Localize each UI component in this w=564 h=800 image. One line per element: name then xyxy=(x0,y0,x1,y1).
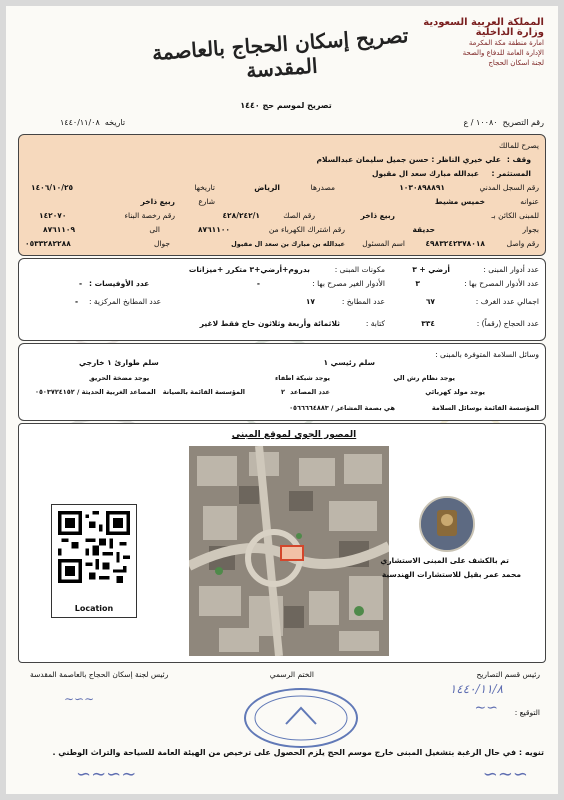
electric-from: ٨٧٦١١٠٠ xyxy=(197,225,230,234)
permit-number-label: رقم التصريح xyxy=(502,118,544,127)
street-label: شارع xyxy=(198,197,215,206)
aerial-title: المصور الجوي لموقع المبنى xyxy=(231,430,357,440)
neighbor-label: بجوار xyxy=(522,225,539,234)
stamp-emblem-icon xyxy=(246,690,356,746)
central-kitchens-label: عدد المطابخ المركزية : xyxy=(89,297,162,306)
responsible-value: عبدالله بن مبارك بن سعد ال مقبول xyxy=(231,240,345,248)
aerial-section xyxy=(18,423,546,663)
pilgrims-label: عدد الحجاج (رقماً) : xyxy=(476,319,539,328)
license-label: رقم رخصة البناء xyxy=(124,211,175,220)
generator: يوجد مولد كهربائي xyxy=(425,388,485,396)
street-value: ربيع ذاخر xyxy=(140,197,175,206)
pilgrims-text-value: ثلاثمائة وأربعة وثلاثون حاج فقط لاغير xyxy=(199,319,340,328)
emergency-stairs: سلم طوارئ ١ خارجي xyxy=(79,358,159,367)
offices-label: عدد الأوفيسات : xyxy=(89,279,150,288)
address-value: خميس مشيط xyxy=(434,197,485,206)
document-title: تصريح إسكان الحجاج بالعاصمة المقدسة xyxy=(151,23,410,83)
building-location-marker xyxy=(281,546,303,560)
bottom-signature-left: ∽∼∽∼ xyxy=(76,764,137,785)
aerial-photo xyxy=(189,446,389,656)
season-subtitle: تصريح لموسم حج ١٤٤٠ xyxy=(240,101,332,110)
deed-value: ٤٢٨/٢٤٢/١ xyxy=(222,211,260,220)
issue-date-value: ١٤٠٦/١٠/٢٥ xyxy=(31,183,74,192)
permit-date xyxy=(60,118,125,127)
header-kingdom: المملكة العربية السعودية xyxy=(423,17,544,28)
permit-number-row xyxy=(20,118,544,132)
header-admin: الإدارة العامة للدفاع والصحة xyxy=(462,49,544,57)
footnote-notice: تنويه : في حال الرغبة بتشغيل المبنى خارج موسم الحج يلزم الحصول على ترخيص من الهيئة العامة للسياحة والتراث الوطني . xyxy=(52,748,544,757)
contact-label: رقم واصل xyxy=(506,239,539,248)
main-stairs: سلم رئيسي ١ xyxy=(323,358,375,367)
header-emirate: امارة منطقة مكة المكرمة xyxy=(468,39,544,47)
safety-section xyxy=(18,343,546,421)
source-value: الرياض xyxy=(254,183,280,192)
maintenance-value: المصاعد الغربية الحديثة / ٠٥٠٣٧٢٤١٥٢ xyxy=(35,388,156,396)
maintenance-label: المؤسسة القائمة بالصيانة xyxy=(162,388,245,396)
handwritten-initials: ∼∽ xyxy=(474,700,498,716)
seal-icon xyxy=(421,498,473,550)
header-ministry: وزارة الداخلية xyxy=(475,27,544,38)
owner-section xyxy=(18,134,546,256)
head-of-permits-label: رئيس قسم التصاريح xyxy=(476,670,540,679)
components-label: مكونات المبنى : xyxy=(334,265,385,274)
civil-reg-label: رقم السجل المدني xyxy=(479,183,539,192)
committee-signature: ∽∼∽ xyxy=(64,692,95,706)
sprinklers: يوجد نظام رش الي xyxy=(393,374,455,382)
floors-label: عدد أدوار المبنى : xyxy=(483,265,539,274)
handwritten-date: ١٤٤٠/١١/٨ xyxy=(449,682,503,696)
address-label: عنوانه xyxy=(520,197,539,206)
kitchens-label: عدد المطابخ : xyxy=(341,297,385,306)
official-stamp xyxy=(244,688,358,748)
qr-code xyxy=(58,511,130,583)
rooms-value: ٦٧ xyxy=(425,297,435,306)
kitchens-value: ١٧ xyxy=(305,297,315,306)
bottom-signature-right: ∼∽∼ xyxy=(482,764,528,785)
investor-label: المستثمر : xyxy=(491,169,531,178)
offices-value: - xyxy=(79,279,83,288)
extinguishers-network: يوجد شبكة اطفاء xyxy=(274,374,330,382)
pilgrims-text-label: كتابة : xyxy=(365,319,385,328)
neighbor-value: حديقة xyxy=(412,225,435,234)
installer-value: هي بصمة المشاعر / ٠٥٦٦٦٦٤٨٨٣ xyxy=(289,404,395,412)
inspector-line1: تم بالكشف على المبنى الاستشاري xyxy=(380,556,509,565)
permit-holder-label: يصرح للمالك xyxy=(499,141,539,150)
source-label: مصدرها xyxy=(310,183,335,192)
not-allowed-value: - xyxy=(256,279,260,288)
building-at-label: للمبنى الكائن بـ xyxy=(491,211,539,220)
building-section xyxy=(18,258,546,341)
header-committee: لجنة اسكان الحجاج xyxy=(488,59,544,67)
components-value: بدروم+أرضي+٣ متكرر +ميزانات xyxy=(188,265,310,274)
floors-value: أرضي + ٣ xyxy=(412,265,450,274)
pilgrims-value: ٣٣٤ xyxy=(421,319,435,328)
license-value: ١٤٢٠٧٠ xyxy=(39,211,67,220)
investor-value: عبدالله مبارك سعد ال مقبول xyxy=(371,169,479,178)
allowed-floors-value: ٣ xyxy=(415,279,420,288)
inspector-line2: محمد عمر بقيل للاستشارات الهندسية xyxy=(381,570,521,579)
official-stamp-label: الختم الرسمي xyxy=(269,670,314,679)
electric-label: رقم اشتراك الكهرباء من xyxy=(268,225,345,234)
location-qr-card[interactable] xyxy=(51,504,137,618)
signature-label: التوقيع : xyxy=(514,708,540,717)
deed-label: رقم الصك xyxy=(283,211,315,220)
not-allowed-label: الأدوار الغير مصرح بها : xyxy=(312,279,385,288)
responsible-label: اسم المسئول xyxy=(362,239,405,248)
qr-location-label: Location xyxy=(74,604,114,613)
installer-label: المؤسسة القائمة بوسائل السلامة xyxy=(431,404,539,412)
permit-number-value: ١٠٠٨٠ / ع xyxy=(463,118,498,127)
committee-head-label: رئيس لجنة إسكان الحجاج بالعاصمة المقدسة xyxy=(30,670,169,679)
mobile-label: جوال xyxy=(153,239,170,248)
permit-document xyxy=(6,6,558,794)
engineer-office-seal xyxy=(419,496,475,552)
permit-date-value: ١٤٤٠/١١/٠٨ xyxy=(60,118,100,127)
central-kitchens-value: - xyxy=(75,297,79,306)
mobile-value: ٠٥٣٣٢٨٢٢٨٨ xyxy=(25,239,71,248)
elevators-label: عدد المصاعد xyxy=(290,388,330,396)
civil-reg-value: ١٠٣٠٨٩٨٨٩١ xyxy=(399,183,445,192)
allowed-floors-label: عدد الأدوار المصرح بها : xyxy=(464,279,539,288)
aerial-map-image xyxy=(189,446,389,656)
contact-value: ٤٩٨٣٢٤٢٣٧٨٠١٨ xyxy=(425,239,485,248)
electric-to-label: الى xyxy=(149,225,160,234)
waqf-label: وقف : xyxy=(506,155,531,164)
elevators-value: ٢ xyxy=(281,388,285,396)
electric-to: ٨٧٦١١٠٩ xyxy=(43,225,76,234)
building-at-value: ربيع ذاخر xyxy=(360,211,395,220)
safety-title: وسائل السلامة المتوفرة بالمبنى : xyxy=(435,350,539,359)
fire-pump: يوجد مضخة الحريق xyxy=(89,374,150,382)
permit-number xyxy=(463,118,544,127)
permit-date-label: تاريخه xyxy=(104,118,126,127)
rooms-label: اجمالي عدد الغرف : xyxy=(475,297,539,306)
issue-date-label: تاريخها xyxy=(194,183,215,192)
waqf-value: علي خيري الناظر : حسن جميل سليمان عبدالسلام xyxy=(316,155,501,164)
